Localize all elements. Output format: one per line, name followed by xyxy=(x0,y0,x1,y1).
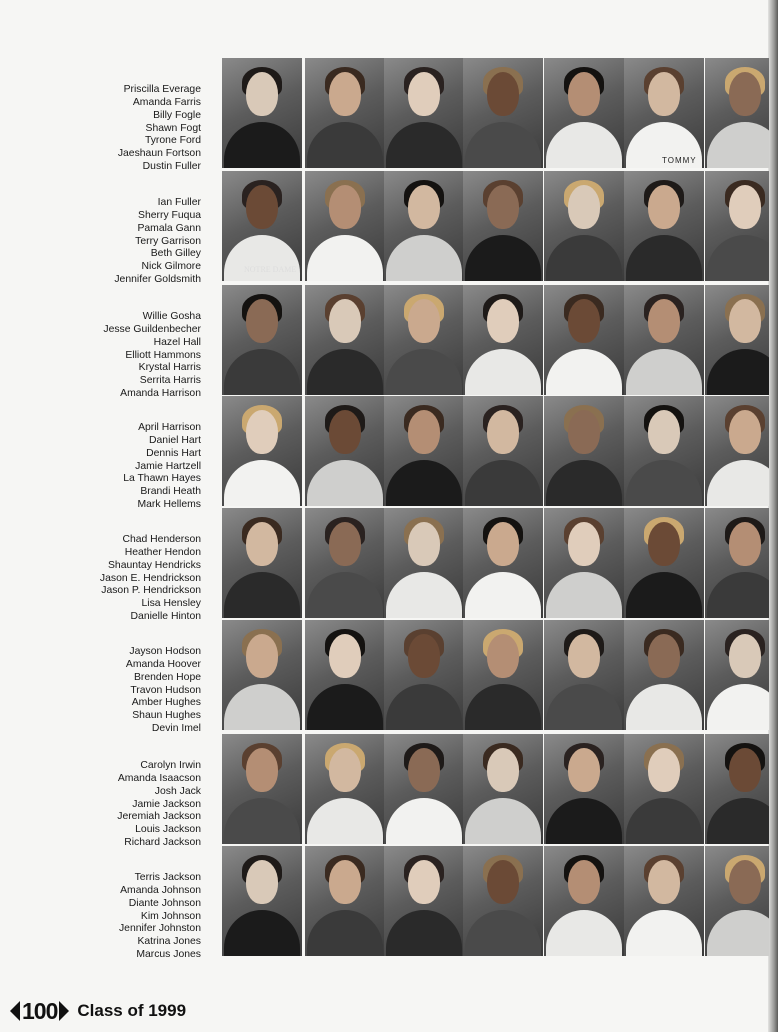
portrait-face xyxy=(568,72,600,116)
portrait-row xyxy=(0,396,778,511)
student-name: Elliott Hammons xyxy=(125,349,201,361)
portrait-shoulders xyxy=(307,684,383,730)
portrait-shoulders xyxy=(307,910,383,956)
student-portrait xyxy=(705,285,769,395)
student-name: Jason E. Hendrickson xyxy=(99,572,201,584)
student-portrait xyxy=(624,285,704,395)
student-portrait xyxy=(463,734,543,844)
student-portrait xyxy=(544,171,624,281)
student-portrait xyxy=(624,734,704,844)
portrait-shoulders xyxy=(307,460,383,506)
student-name: Tyrone Ford xyxy=(144,135,201,147)
student-portrait xyxy=(705,396,769,506)
portrait-shoulders xyxy=(626,235,702,281)
student-portrait xyxy=(305,285,385,395)
student-name: Terris Jackson xyxy=(134,872,201,883)
student-name: Jeremiah Jackson xyxy=(117,811,201,823)
student-name-list xyxy=(0,197,201,287)
student-name: Jayson Hodson xyxy=(129,646,201,657)
portrait-face xyxy=(729,185,761,229)
student-name: Carolyn Irwin xyxy=(140,760,201,771)
portrait-face xyxy=(487,860,519,904)
portrait-shoulders xyxy=(626,910,702,956)
portrait-shoulders xyxy=(465,349,541,395)
portrait-shoulders xyxy=(465,910,541,956)
student-portrait xyxy=(384,508,464,618)
student-name: Brenden Hope xyxy=(133,671,201,683)
portrait-face xyxy=(408,634,440,678)
student-name-list xyxy=(0,760,201,850)
portrait-face xyxy=(487,299,519,343)
student-portrait xyxy=(463,171,543,281)
portrait-face xyxy=(329,299,361,343)
portrait-face xyxy=(729,748,761,792)
student-portrait xyxy=(305,734,385,844)
shirt-text: TOMMY xyxy=(662,156,697,165)
student-name: Josh Jack xyxy=(154,785,201,797)
portrait-shoulders xyxy=(626,460,702,506)
portrait-face xyxy=(568,410,600,454)
student-name: Shaun Hughes xyxy=(132,710,201,722)
portrait-face xyxy=(329,748,361,792)
student-name-list xyxy=(0,84,201,174)
portrait-shoulders xyxy=(546,572,622,618)
portrait-face xyxy=(729,522,761,566)
student-name: Beth Gilley xyxy=(150,248,201,260)
portrait-shoulders xyxy=(707,572,769,618)
student-portrait xyxy=(222,846,302,956)
student-portrait xyxy=(384,58,464,168)
student-name: Amanda Hoover xyxy=(125,658,201,670)
student-name: Louis Jackson xyxy=(135,824,201,836)
student-name-list xyxy=(0,534,201,624)
portrait-shoulders xyxy=(626,684,702,730)
portrait-row xyxy=(0,846,778,961)
student-portrait xyxy=(463,620,543,730)
student-portrait xyxy=(305,846,385,956)
student-name: Terry Garrison xyxy=(135,235,201,247)
student-portrait xyxy=(384,396,464,506)
student-name: Krystal Harris xyxy=(138,362,201,374)
student-portrait xyxy=(384,846,464,956)
student-name: La Thawn Hayes xyxy=(123,473,201,485)
portrait-face xyxy=(729,860,761,904)
portrait-shoulders xyxy=(386,572,462,618)
portrait-shoulders xyxy=(307,235,383,281)
student-name: Pamala Gann xyxy=(137,222,201,234)
portrait-shoulders xyxy=(465,122,541,168)
student-name: Richard Jackson xyxy=(124,837,201,849)
left-arrow-icon xyxy=(10,1001,20,1021)
student-portrait xyxy=(624,620,704,730)
student-portrait xyxy=(384,171,464,281)
portrait-shoulders xyxy=(465,684,541,730)
portrait-shoulders xyxy=(386,122,462,168)
portrait-row xyxy=(0,58,778,173)
portrait-face xyxy=(408,410,440,454)
student-name: Sherry Fuqua xyxy=(138,209,201,221)
portrait-face xyxy=(568,634,600,678)
student-portrait xyxy=(305,171,385,281)
portrait-face xyxy=(246,185,278,229)
portrait-shoulders xyxy=(307,572,383,618)
portrait-shoulders xyxy=(465,235,541,281)
portrait-shoulders xyxy=(224,684,300,730)
portrait-face xyxy=(329,860,361,904)
portrait-shoulders xyxy=(707,684,769,730)
student-name: Billy Fogle xyxy=(153,109,201,121)
shirt-text: NOTRE DAME xyxy=(244,265,297,274)
student-portrait xyxy=(624,58,704,168)
student-name: Shauntay Hendricks xyxy=(108,559,201,571)
portrait-shoulders xyxy=(307,349,383,395)
student-name: Amanda Farris xyxy=(132,96,201,108)
portrait-face xyxy=(408,299,440,343)
student-name: Diante Johnson xyxy=(128,897,201,909)
student-name: Travon Hudson xyxy=(130,684,201,696)
portrait-face xyxy=(487,634,519,678)
portrait-face xyxy=(729,410,761,454)
student-portrait xyxy=(463,58,543,168)
student-name: Kim Johnson xyxy=(140,910,201,922)
portrait-shoulders xyxy=(224,798,300,844)
portrait-shoulders xyxy=(224,349,300,395)
portrait-face xyxy=(648,410,680,454)
student-name: Ian Fuller xyxy=(157,197,201,208)
portrait-shoulders xyxy=(707,460,769,506)
portrait-shoulders xyxy=(546,684,622,730)
student-name-list xyxy=(0,646,201,736)
student-portrait xyxy=(705,58,769,168)
portrait-shoulders xyxy=(465,572,541,618)
student-name: Heather Hendon xyxy=(124,546,201,558)
student-portrait xyxy=(305,58,385,168)
portrait-face xyxy=(246,299,278,343)
portrait-face xyxy=(246,860,278,904)
student-portrait xyxy=(544,285,624,395)
student-name: Amanda Harrison xyxy=(120,388,201,400)
portrait-shoulders xyxy=(546,910,622,956)
student-name: Willie Gosha xyxy=(142,311,201,322)
portrait-face xyxy=(568,860,600,904)
portrait-face xyxy=(329,634,361,678)
student-portrait xyxy=(544,734,624,844)
portrait-shoulders xyxy=(224,235,300,281)
student-name: Nick Gilmore xyxy=(141,261,201,273)
portrait-shoulders xyxy=(307,798,383,844)
portrait-face xyxy=(648,185,680,229)
portrait-face xyxy=(246,748,278,792)
student-name: Mark Hellems xyxy=(137,499,201,511)
student-portrait xyxy=(384,285,464,395)
portrait-face xyxy=(648,299,680,343)
portrait-shoulders xyxy=(546,349,622,395)
student-name: Daniel Hart xyxy=(149,434,201,446)
student-portrait xyxy=(463,508,543,618)
student-portrait xyxy=(384,620,464,730)
student-portrait xyxy=(222,58,302,168)
student-name: Danielle Hinton xyxy=(130,611,201,623)
student-portrait xyxy=(305,508,385,618)
portrait-shoulders xyxy=(707,122,769,168)
student-name-list xyxy=(0,422,201,512)
student-name: Jamie Jackson xyxy=(132,798,201,810)
student-portrait xyxy=(705,734,769,844)
portrait-shoulders xyxy=(546,460,622,506)
student-portrait xyxy=(624,171,704,281)
portrait-row xyxy=(0,620,778,735)
portrait-face xyxy=(648,748,680,792)
student-portrait xyxy=(222,734,302,844)
portrait-face xyxy=(246,72,278,116)
student-name: Shawn Fogt xyxy=(145,122,201,134)
portrait-face xyxy=(329,410,361,454)
student-name: Amber Hughes xyxy=(131,697,201,709)
student-portrait xyxy=(305,620,385,730)
student-name-list xyxy=(0,311,201,401)
portrait-face xyxy=(329,185,361,229)
student-portrait xyxy=(705,508,769,618)
portrait-shoulders xyxy=(546,122,622,168)
portrait-face xyxy=(568,299,600,343)
student-portrait xyxy=(222,171,302,281)
portrait-shoulders xyxy=(465,460,541,506)
portrait-shoulders xyxy=(626,349,702,395)
portrait-shoulders xyxy=(307,122,383,168)
right-arrow-icon xyxy=(59,1001,69,1021)
portrait-shoulders xyxy=(386,684,462,730)
portrait-face xyxy=(648,522,680,566)
student-name: Jason P. Hendrickson xyxy=(101,585,201,597)
portrait-face xyxy=(487,410,519,454)
page-number xyxy=(10,998,69,1025)
student-portrait xyxy=(222,285,302,395)
portrait-face xyxy=(408,72,440,116)
student-name: Jamie Hartzell xyxy=(135,460,201,472)
portrait-shoulders xyxy=(626,798,702,844)
student-portrait xyxy=(222,508,302,618)
student-portrait xyxy=(544,58,624,168)
portrait-shoulders xyxy=(707,349,769,395)
student-name: Dustin Fuller xyxy=(142,161,201,173)
portrait-row xyxy=(0,285,778,400)
student-portrait xyxy=(463,846,543,956)
student-name: Amanda Isaacson xyxy=(117,772,201,784)
student-name: Amanda Johnson xyxy=(120,884,201,896)
portrait-shoulders xyxy=(546,235,622,281)
portrait-shoulders xyxy=(546,798,622,844)
student-portrait xyxy=(705,171,769,281)
portrait-face xyxy=(329,522,361,566)
portrait-face xyxy=(568,522,600,566)
portrait-face xyxy=(729,299,761,343)
student-portrait xyxy=(624,396,704,506)
student-portrait xyxy=(384,734,464,844)
portrait-shoulders xyxy=(386,460,462,506)
student-name: Jennifer Goldsmith xyxy=(114,274,201,286)
portrait-face xyxy=(568,748,600,792)
student-portrait xyxy=(544,396,624,506)
portrait-face xyxy=(408,860,440,904)
portrait-face xyxy=(246,634,278,678)
portrait-face xyxy=(648,634,680,678)
student-name: Brandi Heath xyxy=(140,486,201,498)
portrait-face xyxy=(487,72,519,116)
portrait-face xyxy=(487,748,519,792)
portrait-shoulders xyxy=(386,798,462,844)
portrait-face xyxy=(408,185,440,229)
student-name-list xyxy=(0,872,201,962)
portrait-face xyxy=(729,634,761,678)
student-portrait xyxy=(544,620,624,730)
student-name: Devin Imel xyxy=(151,723,201,735)
portrait-shoulders xyxy=(707,910,769,956)
student-name: Dennis Hart xyxy=(146,447,201,459)
portrait-shoulders xyxy=(386,235,462,281)
portrait-face xyxy=(648,860,680,904)
student-name: Marcus Jones xyxy=(136,949,201,961)
student-name: Lisa Hensley xyxy=(141,598,201,610)
student-name: Jesse Guildenbecher xyxy=(103,323,201,335)
student-portrait xyxy=(222,396,302,506)
portrait-shoulders xyxy=(626,572,702,618)
portrait-shoulders xyxy=(224,572,300,618)
portrait-shoulders xyxy=(224,460,300,506)
student-portrait xyxy=(624,846,704,956)
portrait-face xyxy=(729,72,761,116)
portrait-shoulders xyxy=(224,910,300,956)
student-name: Jaeshaun Fortson xyxy=(117,148,201,160)
portrait-shoulders xyxy=(707,235,769,281)
portrait-face xyxy=(648,72,680,116)
student-portrait xyxy=(705,846,769,956)
portrait-row xyxy=(0,734,778,849)
student-name: Priscilla Everage xyxy=(123,84,201,95)
student-name: April Harrison xyxy=(138,422,201,433)
portrait-row xyxy=(0,508,778,623)
student-portrait xyxy=(463,285,543,395)
student-name: Serrita Harris xyxy=(139,375,201,387)
portrait-face xyxy=(487,522,519,566)
student-name: Chad Henderson xyxy=(122,534,201,545)
portrait-shoulders xyxy=(465,798,541,844)
portrait-face xyxy=(246,410,278,454)
student-portrait xyxy=(624,508,704,618)
student-name: Jennifer Johnston xyxy=(118,923,201,935)
portrait-face xyxy=(568,185,600,229)
page-footer xyxy=(10,994,186,1028)
student-portrait xyxy=(544,508,624,618)
portrait-face xyxy=(408,748,440,792)
portrait-face xyxy=(408,522,440,566)
portrait-shoulders xyxy=(386,910,462,956)
portrait-shoulders xyxy=(707,798,769,844)
student-name: Katrina Jones xyxy=(137,936,201,948)
portrait-face xyxy=(246,522,278,566)
student-name: Hazel Hall xyxy=(153,336,201,348)
portrait-shoulders xyxy=(224,122,300,168)
student-portrait xyxy=(705,620,769,730)
page-number-text: 100 xyxy=(22,997,58,1024)
portrait-row xyxy=(0,171,778,286)
portrait-face xyxy=(487,185,519,229)
portrait-shoulders xyxy=(386,349,462,395)
student-portrait xyxy=(305,396,385,506)
student-portrait xyxy=(544,846,624,956)
portrait-face xyxy=(329,72,361,116)
class-label: Class of 1999 xyxy=(77,1001,187,1020)
student-portrait xyxy=(463,396,543,506)
student-portrait xyxy=(222,620,302,730)
